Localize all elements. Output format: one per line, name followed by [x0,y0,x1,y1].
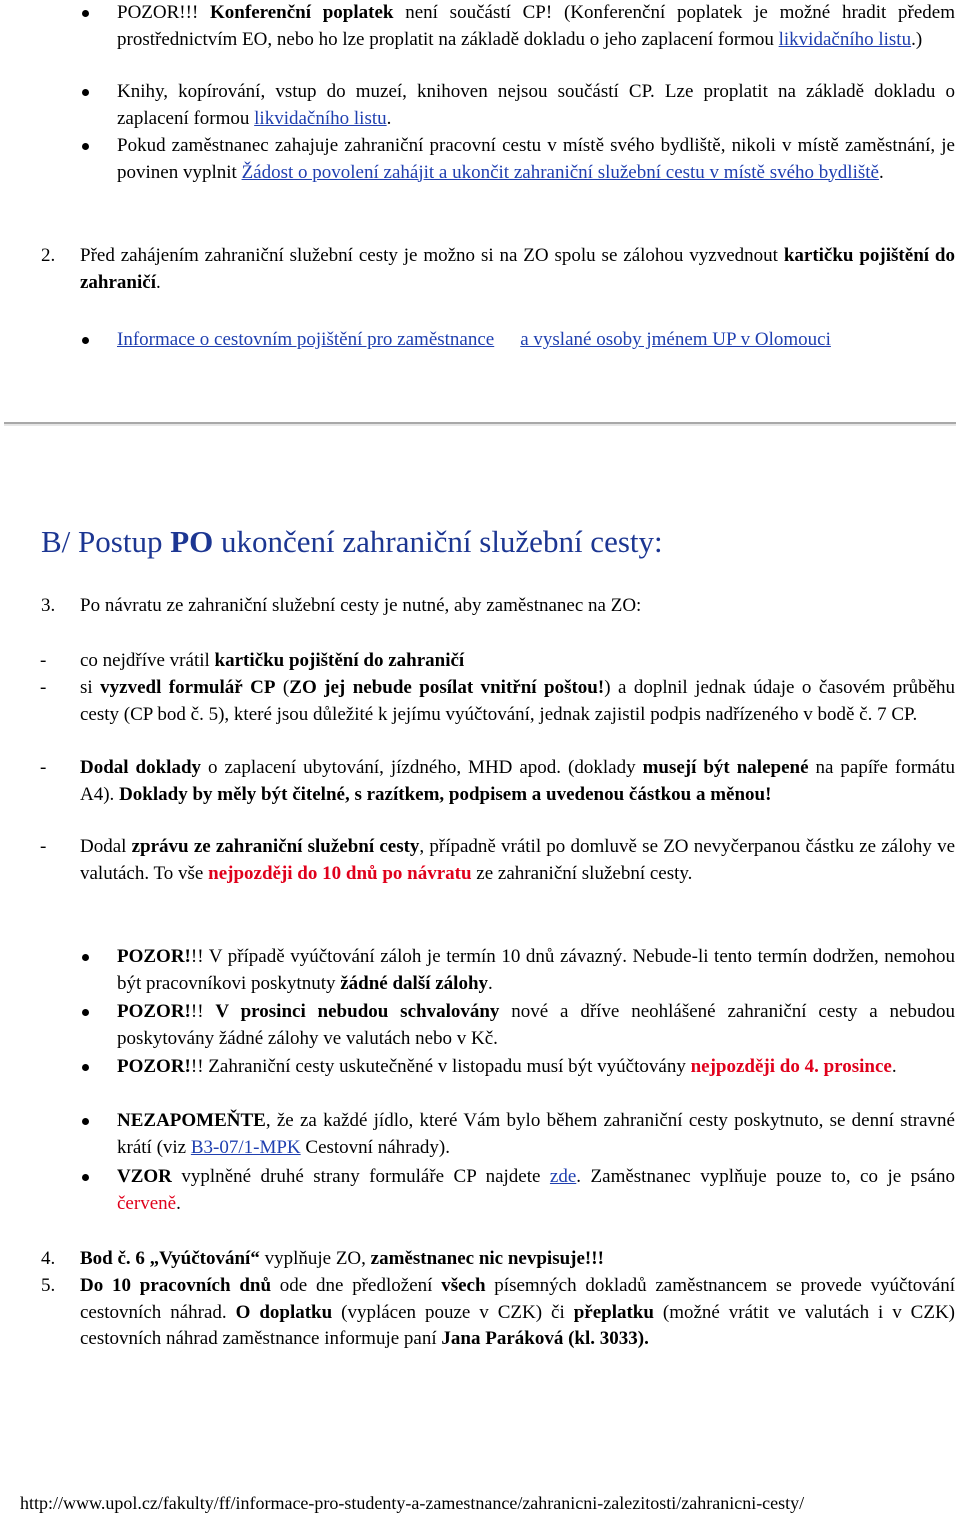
bullet-icon [82,10,89,17]
divider [4,422,956,426]
bullet-icon [82,954,89,961]
bullet-icon [82,143,89,150]
vzor-link[interactable]: zde [549,1166,577,1187]
likvidacni-list-link[interactable]: likvidačního listu [254,107,387,129]
paragraph: Dodal zprávu ze zahraniční služební cesty, případně vrátil po domluvě se ZO nevyčerpanou částku ze zálohy ve valutách. To vše nejpozději do 10 dnů po návratu ze zahraniční služební cesty. [80,836,956,884]
paragraph: Dodal doklady o zaplacení ubytování, jízdného, MHD apod. (doklady musejí být nalepené na papíře formátu A4). Doklady by měly být čitelné, s razítkem, podpisem a uvedenou částkou a měnou! [80,757,956,805]
zadost-bydliste-link[interactable]: Žádost o povolení zahájit a ukončit zahraniční služební cestu v místě svého bydliště [241,161,879,183]
paragraph: POZOR!!! Zahraniční cesty uskutečněné v listopadu musí být vyúčtovány nejpozději do 4. prosince. [117,1056,897,1077]
bullet-icon [82,1064,89,1071]
insurance-info-link[interactable]: Informace o cestovním pojištění pro zaměstnance a vyslané osoby jménem UP v Olomouci [117,329,831,350]
step-number: 5. [41,1275,56,1296]
bullet-icon [82,1174,89,1181]
paragraph: Pokud zaměstnanec zahajuje zahraniční pracovní cestu v místě svého bydliště, nikoli v místě zaměstnání, je povinen vyplnit Žádost o povolení zahájit a ukončit zahraniční služební cestu v místě svého bydliště. [117,135,955,183]
paragraph: Po návratu ze zahraniční služební cesty je nutné, aby zaměstnanec na ZO: [80,595,642,616]
bullet-icon [82,1009,89,1016]
paragraph: Knihy, kopírování, vstup do muzeí, knihoven nejsou součástí CP. Lze proplatit na základě dokladu o zaplacení formou likvidačního listu. [117,81,955,129]
paragraph: si vyzvedl formulář CP (ZO jej nebude posílat vnitřní poštou!) a doplnil jednak údaje o časovém průběhu cesty (CP bod č. 5), které jsou důležité k jejímu vyúčtování, jednak zajistil podpis nadřízeného v bodě č. 7 CP. [80,677,956,725]
mpk-link[interactable]: B3-07/1-MPK [190,1136,301,1158]
bullet-icon [82,337,89,344]
paragraph: POZOR!!! V případě vyúčtování záloh je termín 10 dnů závazný. Nebude-li tento termín dodržen, nemohou být pracovníkovi poskytnuty žádné další zálohy. [117,946,955,994]
paragraph: POZOR!!! Konferenční poplatek není součástí CP! (Konferenční poplatek je možné hradit předem prostřednictvím EO, nebo ho lze proplatit na základě dokladu o jeho zaplacení formou likvidačního listu.) [117,2,955,50]
paragraph: Do 10 pracovních dnů ode dne předložení všech písemných dokladů zaměstnancem se provede vyúčtování cestovních náhrad. O doplatku (vyplácen pouze v CZK) či přeplatku (možné vrátit ve valutách i v CZK) cestovních náhrad zaměstnance informuje paní Jana Paráková (kl. 3033). [80,1275,956,1350]
paragraph: VZOR vyplněné druhé strany formuláře CP najdete zde. Zaměstnanec vyplňuje pouze to, co je psáno červeně. [117,1166,955,1214]
paragraph: POZOR!!! V prosinci nebudou schvalovány nové a dříve neohlášené zahraniční cesty a nebudou poskytovány žádné zálohy ve valutách nebo v Kč. [117,1001,955,1049]
step-number: 2. [41,245,56,266]
paragraph: NEZAPOMEŇTE, že za každé jídlo, které Vám bylo během zahraniční cesty poskytnuto, se denní stravné krátí (viz B3-07/1-MPK Cestovní náhrady). [117,1110,955,1158]
bullet-icon [82,1118,89,1125]
step-number: 3. [41,595,56,616]
paragraph: Před zahájením zahraniční služební cesty je možno si na ZO spolu se zálohou vyzvednout kartičku pojištění do zahraničí. [80,245,955,293]
step-number: 4. [41,1248,56,1269]
paragraph: Bod č. 6 „Vyúčtování“ vyplňuje ZO, zaměstnanec nic nevpisuje!!! [80,1248,604,1269]
likvidacni-list-link[interactable]: likvidačního listu [778,28,912,50]
paragraph [117,327,955,354]
section-heading: B/ Postup PO ukončení zahraniční služební cesty: [41,524,663,559]
footer-url: http://www.upol.cz/fakulty/ff/informace-pro-studenty-a-zamestnance/zahranicni-zalezitosti/zahranicni-cesty/ [20,1493,805,1513]
bullet-icon [82,89,89,96]
paragraph: co nejdříve vrátil kartičku pojištění do zahraničí [80,650,465,671]
